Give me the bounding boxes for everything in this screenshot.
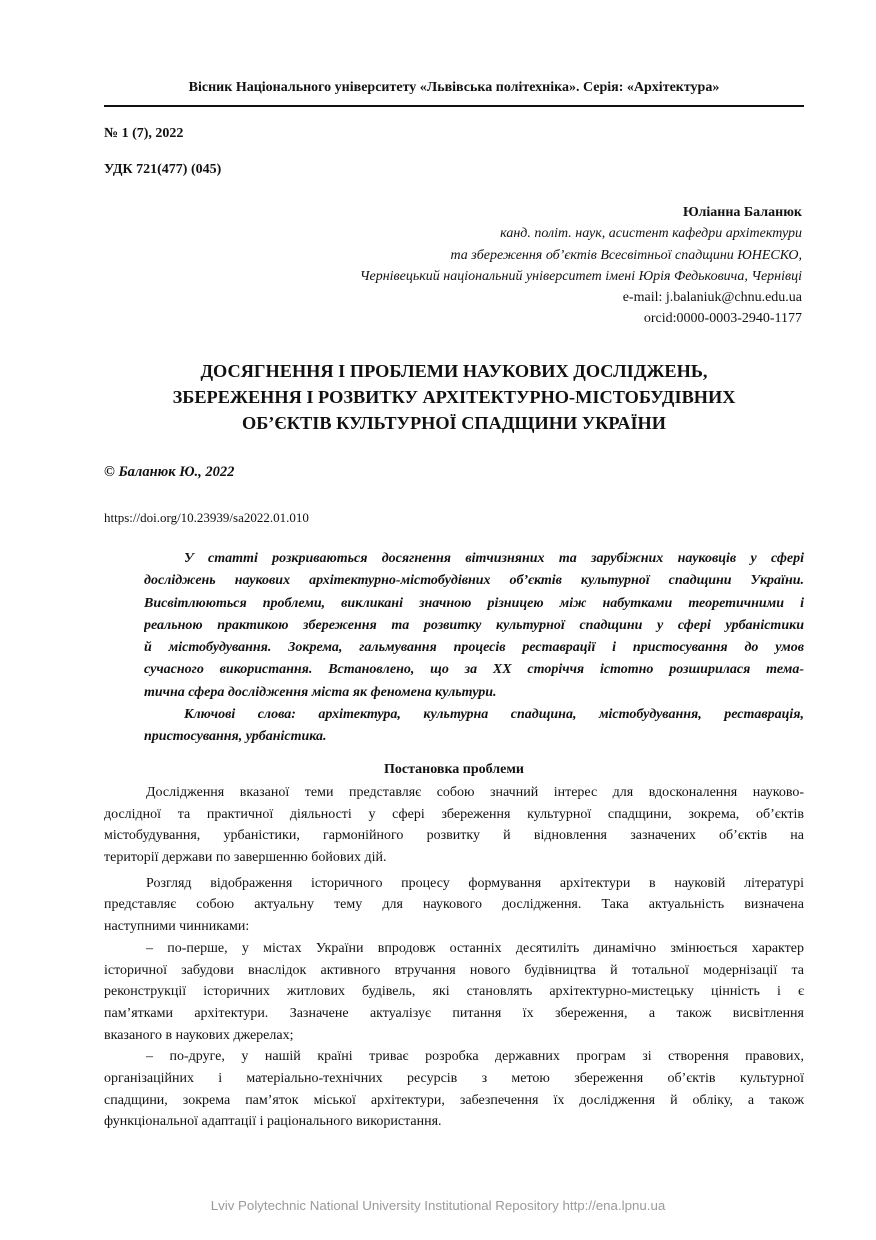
abstract-line: тична сфера дослідження міста як феномена культури. [144, 684, 497, 700]
body-text [104, 782, 804, 1133]
abstract-line: досліджень наукових архітектурно-містобудівних об’єктів культурної спадщини України. [144, 573, 804, 589]
paragraph-line: спадщини, зокрема пам’яток міської архітектури, забезпечення їх дослідження й обліку, а також [104, 1092, 804, 1108]
issue-number: № 1 (7), 2022 [104, 126, 184, 141]
author-name: Юліанна Баланюк [682, 205, 802, 220]
paragraph-line: території держави по завершенню бойових дій. [104, 850, 387, 866]
keywords-line: пристосування, урбаністика. [144, 729, 327, 745]
paragraph-line: містобудування, урбаністики, гармонійного розвитку й відновлення зазначених об’єктів на [104, 828, 804, 844]
paragraph-line: – по-перше, у містах України впродовж останніх десятиліть динамічно змінюється характер [146, 940, 804, 956]
paragraph-line: представляє собою актуальну тему для наукового дослідження. Така актуальність визначена [104, 897, 804, 913]
author-orcid: orcid:0000-0003-2940-1177 [643, 311, 802, 327]
abstract-line: Висвітлюються проблеми, викликані значною різницею між набутками теоретичними і [144, 595, 804, 611]
header-rule [104, 105, 804, 107]
author-block [360, 202, 802, 330]
paragraph-line: реконструкції історичних житлових будівель, які становлять архітектурно-мистецьку цінність і є [104, 984, 804, 1000]
journal-header: Вісник Національного університету «Львівська політехніка». Серія: «Архітектура» [188, 80, 720, 95]
paragraph-line: функціональної адаптації і раціонального використання. [104, 1114, 442, 1130]
abstract-line: реальною практикою збереження та розвитку культурної спадщини у сфері урбаністики [144, 617, 804, 633]
paragraph-line: наступними чинниками: [104, 919, 250, 935]
article-title [104, 358, 804, 436]
paragraph-line: історичної забудови внаслідок активного втручання нового будівництва й тотальної модернізації та [104, 962, 804, 978]
author-email: e-mail: j.balaniuk@chnu.edu.ua [622, 290, 802, 306]
doi-link[interactable]: https://doi.org/10.23939/sa2022.01.010 [104, 510, 309, 525]
title-line: ЗБЕРЕЖЕННЯ І РОЗВИТКУ АРХІТЕКТУРНО-МІСТОБУДІВНИХ [172, 387, 736, 407]
paragraph-line: – по-друге, у нашій країні триває розробка державних програм зі створення правових, [146, 1049, 804, 1065]
paragraph-line: Розгляд відображення історичного процесу формування архітектури в науковій літературі [146, 875, 804, 891]
repository-footer: Lviv Polytechnic National University Institutional Repository http://ena.lpnu.ua [210, 1198, 666, 1213]
section-title: Постановка проблеми [384, 762, 524, 777]
title-line: ОБ’ЄКТІВ КУЛЬТУРНОЇ СПАДЩИНИ УКРАЇНИ [241, 413, 666, 433]
paragraph-line: Дослідження вказаної теми представляє собою значний інтерес для вдосконалення науково- [146, 785, 804, 800]
copyright-notice: © Баланюк Ю., 2022 [104, 464, 235, 480]
paragraph-line: вказаного в наукових джерелах; [104, 1027, 294, 1043]
abstract-line: й містобудування. Зокрема, гальмування процесів реставрації і пристосування до умов [144, 640, 804, 656]
author-affiliation-line: канд. політ. наук, асистент кафедри архітектури [500, 226, 802, 242]
paragraph-line: організаційних і матеріально-технічних ресурсів з метою збереження об’єктів культурної [104, 1070, 804, 1086]
paragraph-line: пам’ятками архітектури. Зазначене актуалізує питання їх збереження, а також висвітлення [104, 1005, 804, 1021]
keywords-line: Ключові слова: архітектура, культурна спадщина, містобудування, реставрація, [184, 707, 804, 723]
author-affiliation-line: Чернівецький національний університет імені Юрія Федьковича, Чернівці [359, 268, 802, 284]
paragraph-line: дослідної та практичної діяльності у сфері збереження культурної спадщини, зокрема, об’єктів [104, 806, 804, 822]
udc-code: УДК 721(477) (045) [104, 162, 222, 177]
title-line: ДОСЯГНЕННЯ І ПРОБЛЕМИ НАУКОВИХ ДОСЛІДЖЕНЬ, [200, 361, 708, 381]
author-affiliation-line: та збереження об’єктів Всесвітньої спадщини ЮНЕСКО, [450, 247, 802, 263]
abstract-line: сучасного використання. Встановлено, що за ХХ сторіччя істотно розширилася тема- [144, 662, 804, 678]
abstract-line: У статті розкриваються досягнення вітчизняних та зарубіжних науковців у сфері [184, 551, 804, 566]
abstract [144, 548, 804, 749]
